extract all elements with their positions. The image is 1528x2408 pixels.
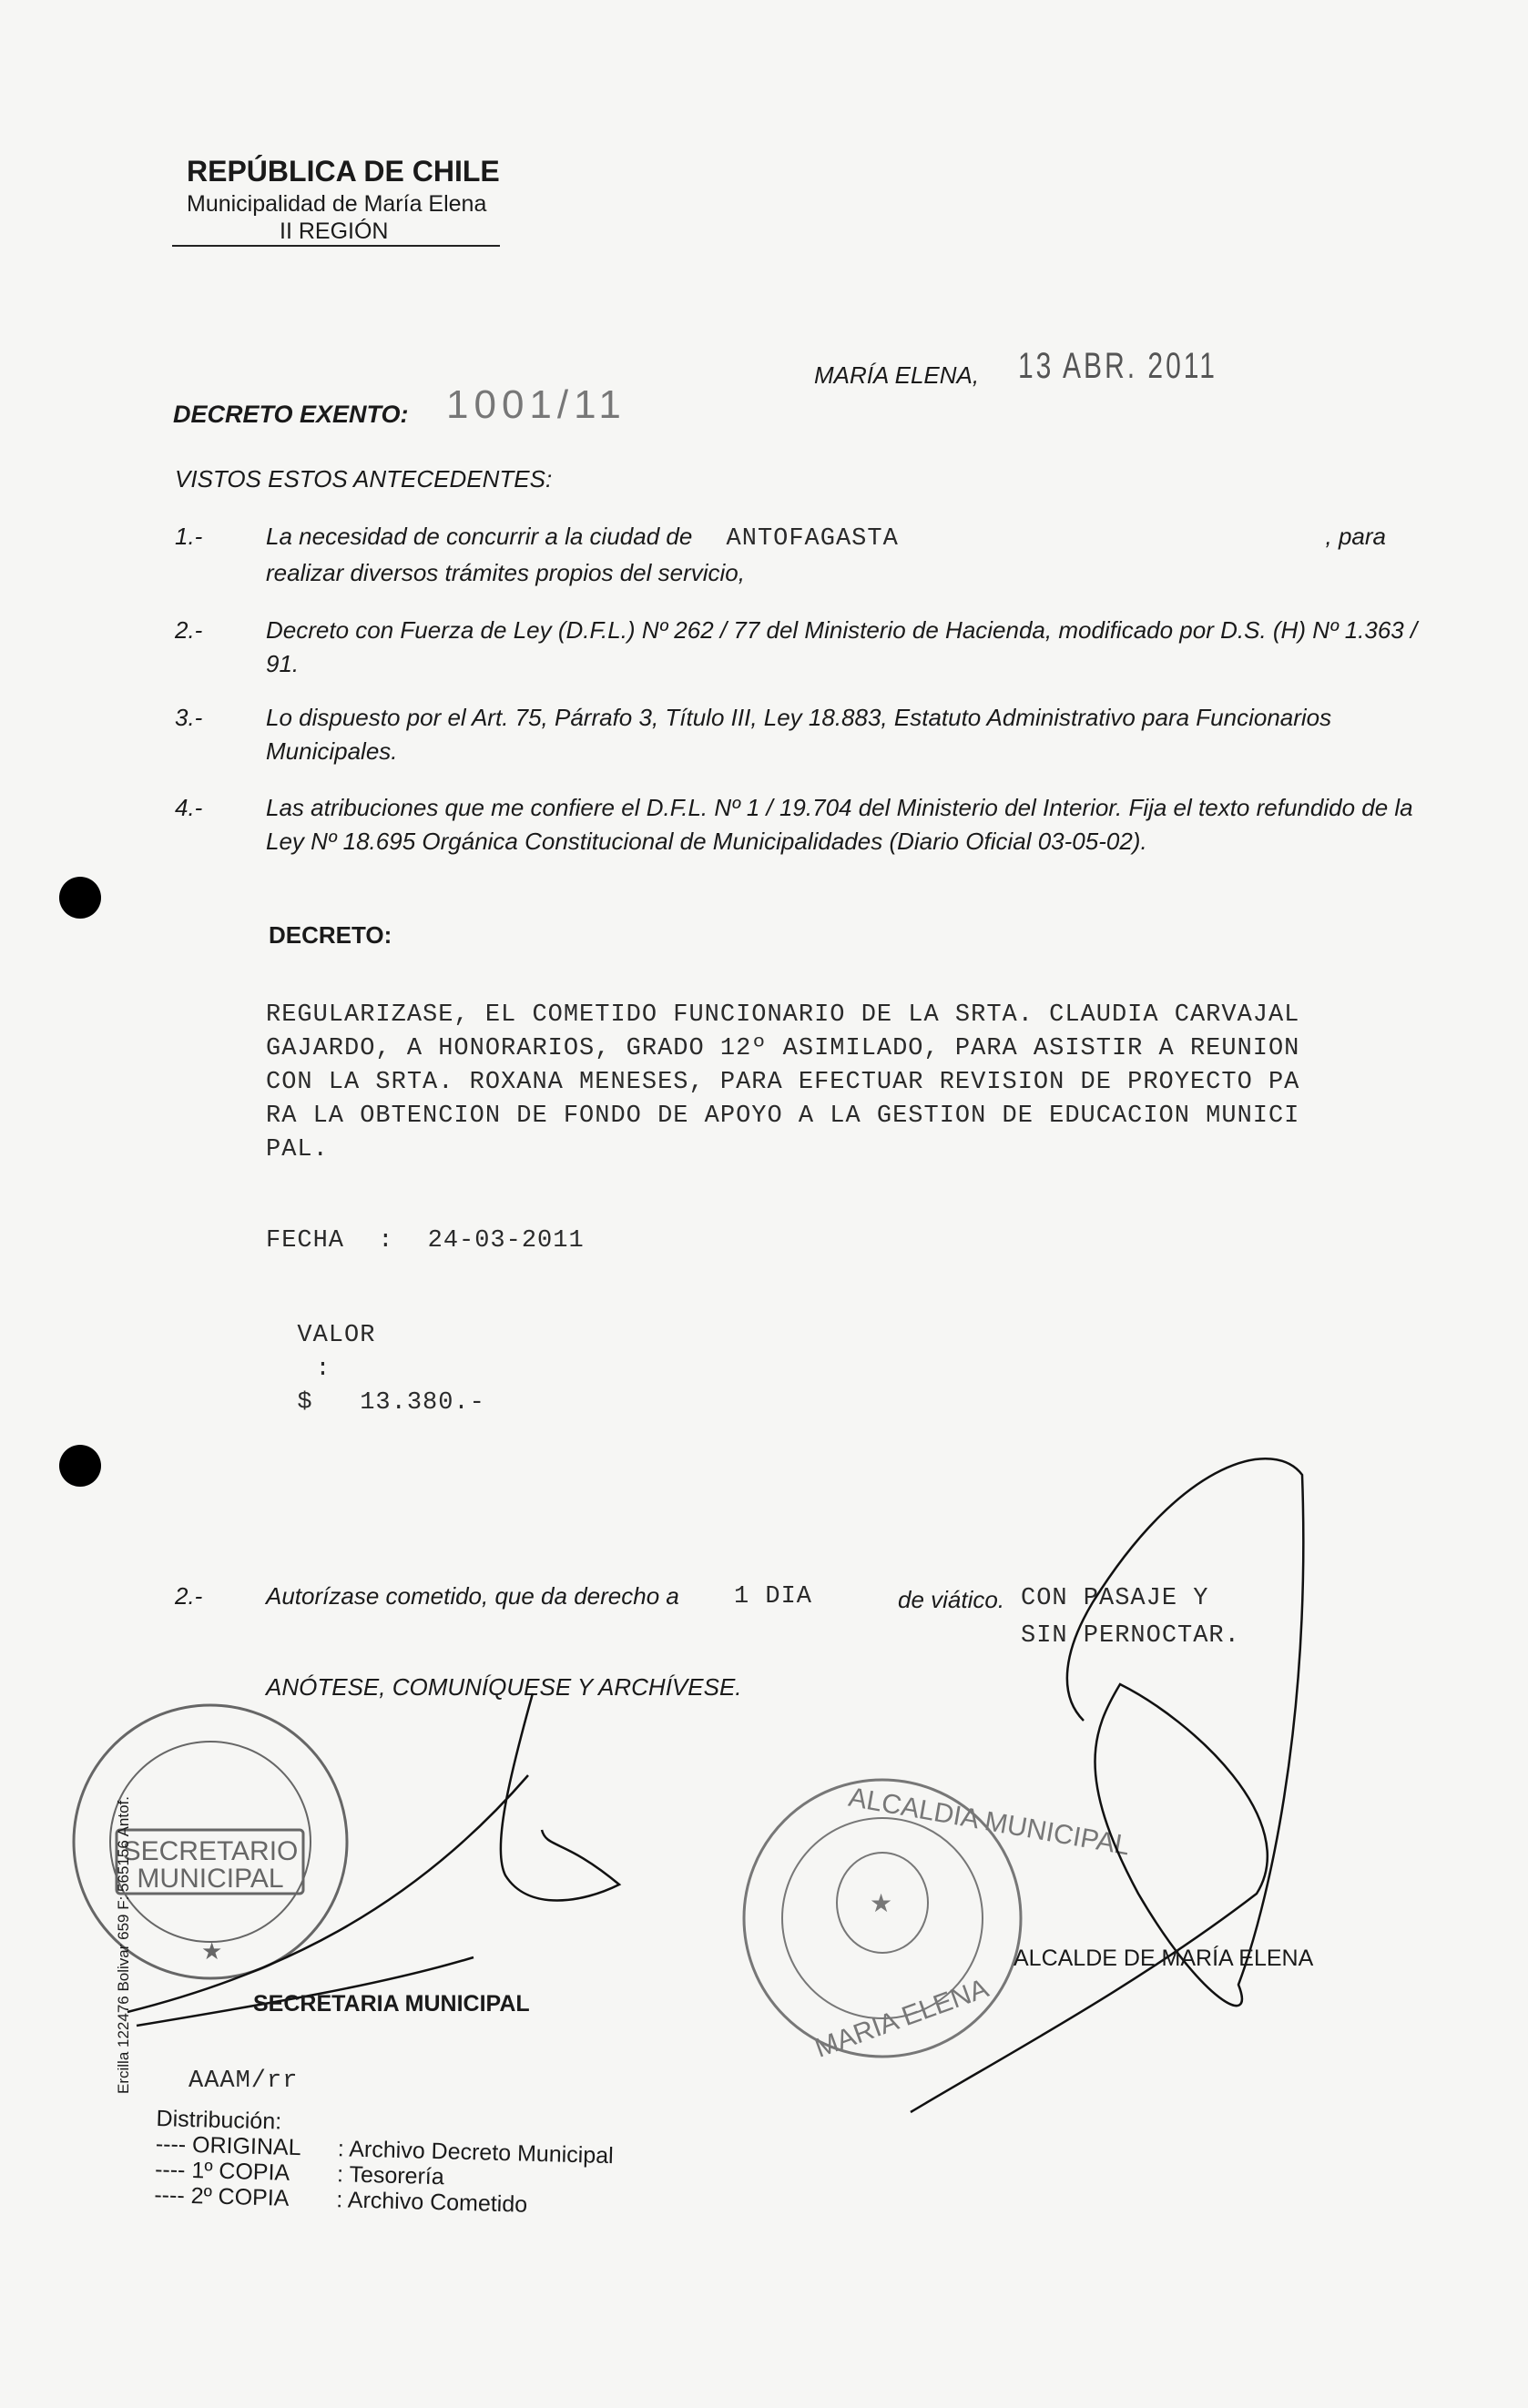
item2-viatico: de viático. <box>898 1586 1005 1613</box>
copy-dest: : Archivo Cometido <box>335 2187 528 2218</box>
distribution <box>154 2106 615 2220</box>
header-municipality: Municipalidad de María Elena <box>187 191 487 217</box>
stamp-text: MUNICIPAL <box>137 1864 284 1894</box>
decreto-line: GAJARDO, A HONORARIOS, GRADO 12º ASIMILADO, PARA ASISTIR A REUNION <box>266 1035 1300 1062</box>
item-text: Lo dispuesto por el Art. 75, Párrafo 3, Título III, Ley 18.883, Estatuto Administrativo para Funcionarios Municipales. <box>266 704 1332 765</box>
copy-label: ---- 1º COPIA <box>154 2156 290 2186</box>
copy-dest: : Archivo Decreto Municipal <box>337 2136 615 2169</box>
decreto-title: DECRETO: <box>269 921 392 949</box>
colon: : <box>315 1356 331 1383</box>
distribution-title: Distribución: <box>156 2106 282 2135</box>
item-text: Las atribuciones que me confiere el D.F.L. Nº 1 / 19.704 del Ministerio del Interior. Fija el texto refundido de la Ley Nº 18.695 Orgánica Constitucional de Municipalidades (Diario Oficial 03-05-02). <box>266 794 1413 855</box>
item2-extra-1: CON PASAJE Y <box>1021 1585 1209 1612</box>
star-icon: ★ <box>870 1889 893 1917</box>
star-icon: ★ <box>201 1937 223 1965</box>
stamp-text: MARIA ELENA <box>810 1973 993 2064</box>
valor-value: $ 13.380.- <box>297 1389 485 1417</box>
city-field: ANTOFAGASTA <box>726 525 899 553</box>
decreto-line: PAL. <box>266 1136 329 1163</box>
copy-label: ---- 2º COPIA <box>154 2181 290 2211</box>
mayor-stamp <box>744 1780 1132 2064</box>
decree-number: 1001/11 <box>446 382 626 427</box>
copy-label: ---- ORIGINAL <box>155 2130 301 2161</box>
item-text: La necesidad de concurrir a la ciudad de <box>266 523 693 550</box>
place-label: MARÍA ELENA, <box>814 361 980 389</box>
item-text: realizar diversos trámites propios del servicio, <box>266 559 745 586</box>
initials: AAAM/rr <box>188 2068 299 2095</box>
valor-label: VALOR <box>297 1322 376 1349</box>
decreto-line: CON LA SRTA. ROXANA MENESES, PARA EFECTUAR REVISION DE PROYECTO PA <box>266 1069 1300 1096</box>
mayor-signature <box>911 1458 1303 2112</box>
date-stamp: 13 ABR. 2011 <box>1018 346 1217 386</box>
printer-note: Ercilla 122476 Bolivar 659 F: 565156 Antof. <box>115 1796 132 2094</box>
fecha-label: FECHA <box>266 1227 345 1255</box>
item2-days: 1 DIA <box>734 1583 813 1610</box>
vistos-title: VISTOS ESTOS ANTECEDENTES: <box>175 465 553 493</box>
item-number: 4.- <box>175 794 203 821</box>
item-number: 3.- <box>175 704 203 731</box>
stamp-text: SECRETARIO <box>122 1836 299 1866</box>
item2-number: 2.- <box>175 1582 203 1610</box>
item-text: Decreto con Fuerza de Ley (D.F.L.) Nº 262 / 77 del Ministerio de Hacienda, modificado por D.S. (H) Nº 1.363 / 91. <box>266 616 1418 677</box>
decree-label: DECRETO EXENTO: <box>173 401 409 428</box>
closing-text: ANÓTESE, COMUNÍQUESE Y ARCHÍVESE. <box>266 1673 742 1701</box>
decreto-line: REGULARIZASE, EL COMETIDO FUNCIONARIO DE LA SRTA. CLAUDIA CARVAJAL <box>266 1001 1300 1029</box>
copy-dest: : Tesorería <box>336 2161 445 2190</box>
item-number: 2.- <box>175 616 203 644</box>
item2-extra-2: SIN PERNOCTAR. <box>1021 1622 1240 1650</box>
secretary-label: SECRETARIA MUNICIPAL <box>253 1991 530 2017</box>
colon: : <box>378 1227 394 1255</box>
item-text: , para <box>1325 523 1386 550</box>
header-country: REPÚBLICA DE CHILE <box>187 155 500 188</box>
mayor-label: ALCALDE DE MARÍA ELENA <box>1014 1946 1314 1971</box>
fecha-value: 24-03-2011 <box>427 1227 585 1255</box>
header-region: II REGIÓN <box>280 218 389 244</box>
item2-text: Autorízase cometido, que da derecho a <box>266 1582 679 1610</box>
stamp-text: ALCALDIA MUNICIPAL <box>846 1782 1133 1862</box>
item-number: 1.- <box>175 523 203 550</box>
decreto-line: RA LA OBTENCION DE FONDO DE APOYO A LA GESTION DE EDUCACION MUNICI <box>266 1102 1300 1130</box>
